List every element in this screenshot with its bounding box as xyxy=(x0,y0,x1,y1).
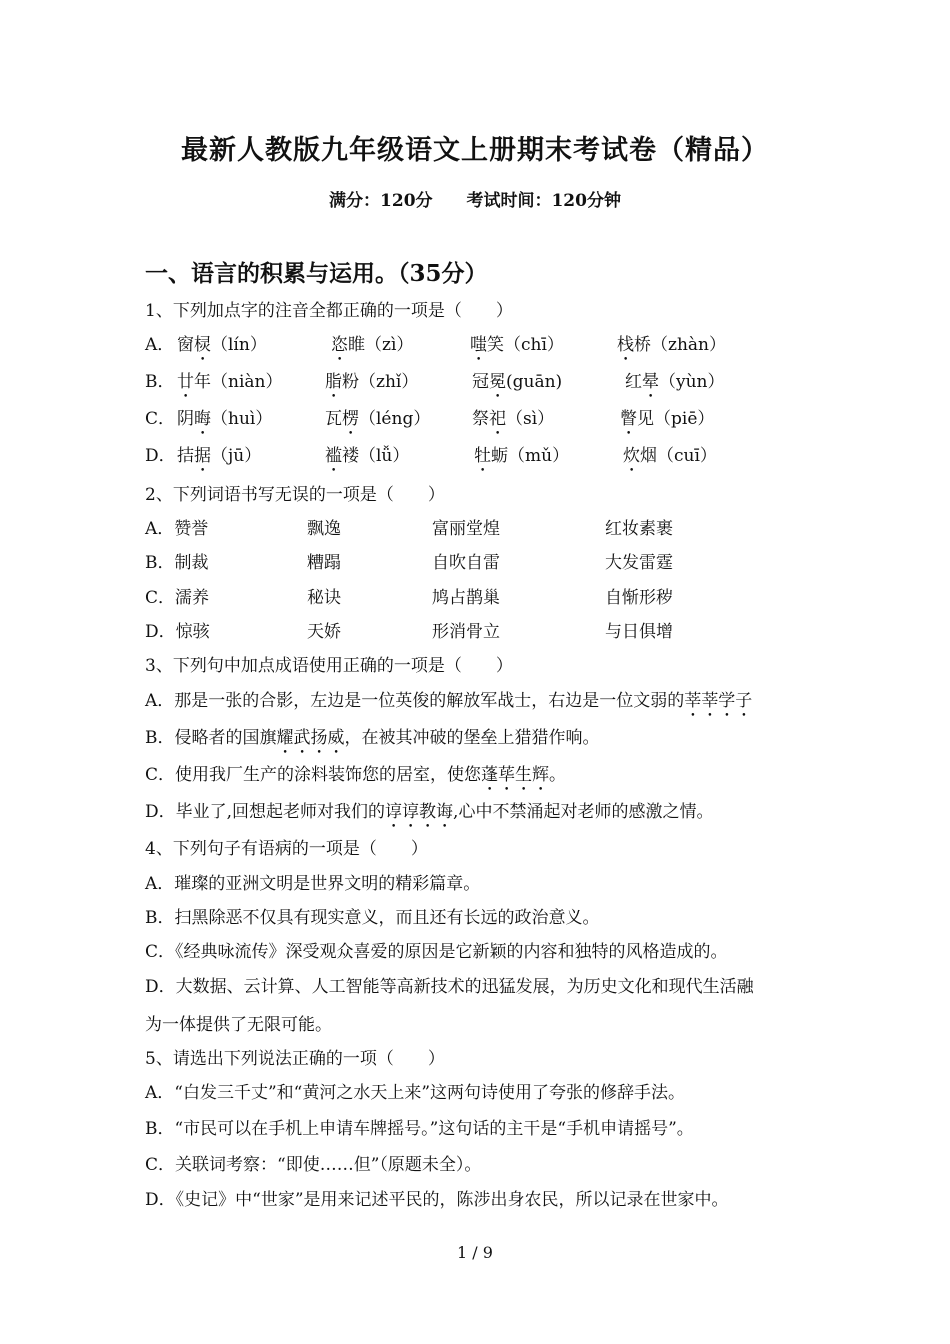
exam-time: 考试时间：120分钟 xyxy=(466,191,621,211)
q1b-3: 冠冕(guān) xyxy=(472,372,563,392)
option-label: A． xyxy=(145,335,175,355)
q1c-3: 祭祀（sì） xyxy=(472,409,555,429)
q1a-4: 栈桥（zhàn） xyxy=(617,335,726,355)
q4-option-a: A．璀璨的亚洲文明是世界文明的精彩篇章。 xyxy=(145,874,481,894)
q4-option-c: C．《经典咏流传》深受观众喜爱的原因是它新颖的内容和独特的风格造成的。 xyxy=(145,942,728,962)
q1a-2: 恣睢（zì） xyxy=(331,335,414,355)
exam-info xyxy=(0,186,950,211)
q4-stem: 4、下列句子有语病的一项是（ ） xyxy=(145,839,428,859)
q1d-2: 褴褛（lǚ） xyxy=(325,446,410,466)
q1d-1: 拮据（jū） xyxy=(177,446,262,466)
q5-option-a: A．“白发三千丈”和“黄河之水天上来”这两句诗使用了夸张的修辞手法。 xyxy=(145,1083,686,1103)
q1c-1: 阴晦（huì） xyxy=(177,409,273,429)
option-label: C． xyxy=(145,409,176,429)
q1-stem: 1、下列加点字的注音全都正确的一项是（ ） xyxy=(145,301,513,321)
q1d-3: 牡蛎（mǔ） xyxy=(474,446,570,466)
q1b-1: 廿年（niàn） xyxy=(177,372,283,392)
option-label: B． xyxy=(145,372,175,392)
q5-option-c: C．关联词考察：“即使……但”（原题未全）。 xyxy=(145,1155,482,1175)
q1a-1: 窗棂（lín） xyxy=(177,335,267,355)
exam-title: 最新人教版九年级语文上册期末考试卷（精品） xyxy=(181,135,769,166)
full-score: 满分：120分 xyxy=(329,191,433,211)
q5-option-d: D．《史记》中“世家”是用来记述平民的，陈涉出身农民，所以记录在世家中。 xyxy=(145,1190,729,1210)
q4-option-b: B．扫黑除恶不仅具有现实意义，而且还有长远的政治意义。 xyxy=(145,908,600,928)
q5-stem: 5、请选出下列说法正确的一项（ ） xyxy=(145,1049,445,1069)
q1b-2: 脂粉（zhǐ） xyxy=(325,372,419,392)
q4-option-d-cont: 为一体提供了无限可能。 xyxy=(145,1015,332,1035)
option-label: D． xyxy=(145,446,176,466)
section-heading: 一、语言的积累与运用。（35分） xyxy=(145,260,488,287)
q3-option-c: C．使用我厂生产的涂料装饰您的居室，使您蓬荜生辉。 xyxy=(145,765,567,785)
q3-option-a: A．那是一张的合影，左边是一位英俊的解放军战士，右边是一位文弱的莘莘学子 xyxy=(145,691,753,711)
q1a-3: 嗤笑（chī） xyxy=(470,335,564,355)
q3-stem: 3、下列句中加点成语使用正确的一项是（ ） xyxy=(145,656,513,676)
q1c-2: 瓦楞（léng） xyxy=(325,409,431,429)
q1d-4: 炊烟（cuī） xyxy=(623,446,717,466)
page-number: 1 / 9 xyxy=(457,1243,493,1262)
q1c-4: 瞥见（piē） xyxy=(620,409,715,429)
q5-option-b: B．“市民可以在手机上申请车牌摇号。”这句话的主干是“手机申请摇号”。 xyxy=(145,1119,694,1139)
q3-option-d: D．毕业了,回想起老师对我们的谆谆教诲,心中不禁涌起对老师的感激之情。 xyxy=(145,802,714,822)
q4-option-d: D．大数据、云计算、人工智能等高新技术的迅猛发展，为历史文化和现代生活融 xyxy=(145,977,754,997)
q1b-4: 红晕（yùn） xyxy=(625,372,725,392)
q3-option-b: B．侵略者的国旗耀武扬威，在被其冲破的堡垒上猎猎作响。 xyxy=(145,728,600,748)
q2-stem: 2、下列词语书写无误的一项是（ ） xyxy=(145,485,445,505)
